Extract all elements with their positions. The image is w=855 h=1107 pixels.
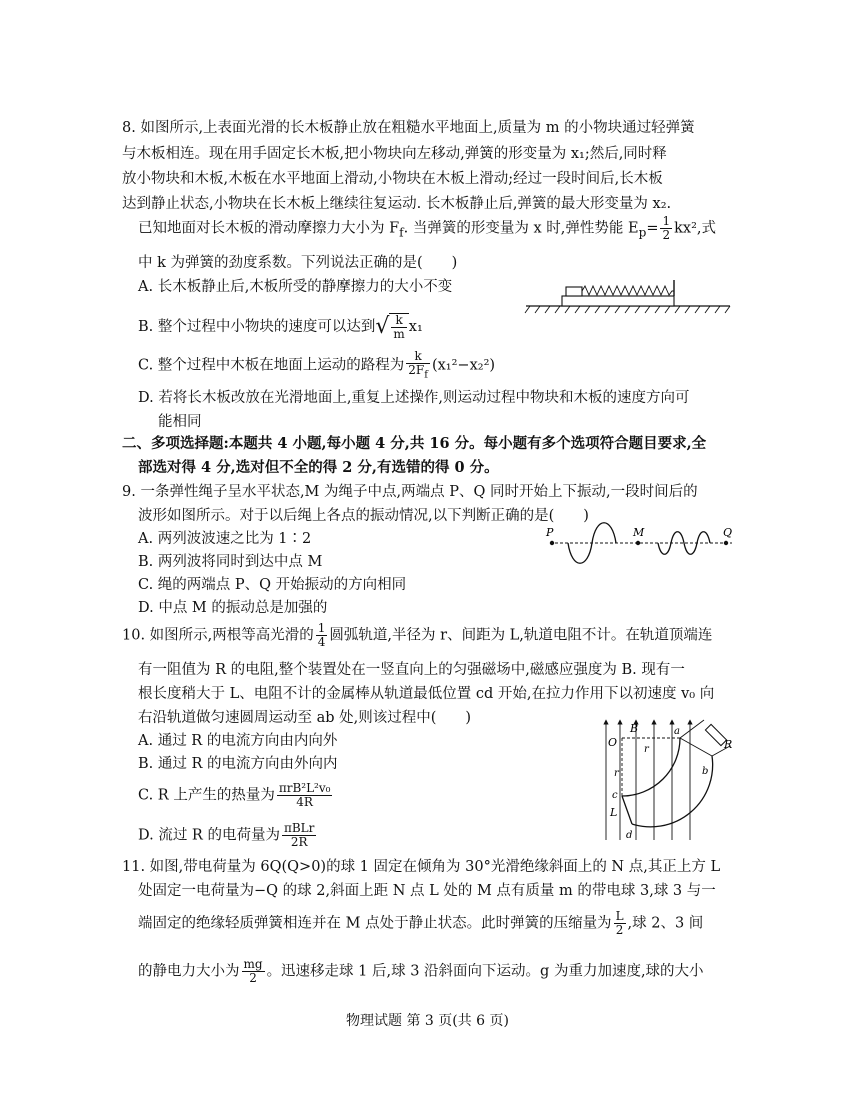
q10-quarter-num: 1 <box>317 621 326 635</box>
label-r-vertical: r <box>614 768 619 779</box>
q8-half-den: 2 <box>662 228 671 242</box>
label-l: L <box>610 806 618 819</box>
q11-mg-num: mg <box>243 957 263 971</box>
q8-line-5a: 已知地面对长木板的滑动摩擦力大小为 F <box>138 220 400 237</box>
q8-line-2: 与木板相连。现在用手固定长木板,把小物块向左移动,弹簧的形变量为 x₁;然后,同时释 <box>122 146 667 162</box>
q9-option-b: B. 两列波将同时到达中点 M <box>138 554 323 570</box>
long-board <box>562 296 674 306</box>
q9-wave-figure <box>540 522 740 580</box>
q8-half-num: 1 <box>662 214 671 228</box>
q8-option-a: A. 长木板静止后,木板所受的静摩擦力的大小不变 <box>138 279 453 295</box>
label-o: O <box>608 736 618 749</box>
q10-option-b: B. 通过 R 的电流方向由外向内 <box>138 756 338 772</box>
q10-line-1a: 10. 如图所示,两根等高光滑的 <box>122 627 314 644</box>
q10-c-den: 4R <box>296 795 313 809</box>
q10-c-fraction <box>277 782 333 809</box>
q11-line-3a: 端固定的绝缘轻质弹簧相连并在 M 点处于静止状态。此时弹簧的压缩量为 <box>138 915 612 932</box>
q10-line-1b: 圆弧轨道,半径为 r、间距为 L,轨道电阻不计。在轨道顶端连 <box>329 627 713 644</box>
q8-c-den: 2F <box>408 363 425 377</box>
label-field-b: B <box>630 722 639 735</box>
q8-half-fraction <box>660 215 672 242</box>
q10-quarter-den: 4 <box>317 635 326 649</box>
rod-cd <box>622 796 632 824</box>
q11-line-4 <box>138 958 704 985</box>
small-block <box>566 287 582 296</box>
q8-c-fraction <box>406 350 430 381</box>
q8-option-b-text: B. 整个过程中小物块的速度可以达到 <box>138 319 376 335</box>
label-d: d <box>626 830 633 841</box>
q11-line-4a: 的静电力大小为 <box>138 963 240 980</box>
q10-d-fraction <box>282 822 316 849</box>
q8-sqrt: √ $\frac{k}{m}$ <box>375 313 408 341</box>
q11-l-num: L <box>615 909 624 923</box>
q8-c-num: k <box>406 350 430 364</box>
q11-mg-den: 2 <box>249 971 257 985</box>
label-m: M <box>633 526 645 539</box>
q8-option-c-text: C. 整个过程中木板在地面上运动的路程为 <box>138 357 405 374</box>
q11-line-1: 11. 如图,带电荷量为 6Q(Q>0)的球 1 固定在倾角为 30°光滑绝缘斜面上的 N 点,其正上方 L <box>122 859 721 875</box>
q9-option-d: D. 中点 M 的振动总是加强的 <box>138 600 328 616</box>
q11-line-2: 处固定一电荷量为−Q 的球 2,斜面上距 N 点 L 处的 M 点有质量 m 的带电球 3,球 3 与一 <box>138 883 716 899</box>
q8-line-5-sub: f <box>399 225 404 240</box>
q10-option-a: A. 通过 R 的电流方向由内向外 <box>138 733 338 749</box>
ground-hatch <box>525 306 730 313</box>
q8-line-5c: = <box>646 220 659 237</box>
q10-quarter-fraction <box>316 622 328 649</box>
rail-top-inner <box>680 720 704 738</box>
q8-option-b-tail: x₁ <box>408 319 423 335</box>
q10-c-num: πrB²L²v₀ <box>278 781 331 795</box>
point-m <box>636 541 640 545</box>
q10-option-c <box>138 782 334 809</box>
q8-board-spring-figure <box>522 276 734 316</box>
q11-l-half-fraction <box>614 910 626 937</box>
field-lines <box>606 722 690 840</box>
section-2-heading-2: 部选对得 4 分,选对但不全的得 2 分,有选错的得 0 分。 <box>138 459 499 476</box>
section-2-heading-1: 二、多项选择题:本题共 4 小题,每小题 4 分,共 16 分。每小题有多个选项符合题目要求,全 <box>122 435 707 452</box>
q10-d-den: 2R <box>290 835 308 849</box>
q8-line-6: 中 k 为弹簧的劲度系数。下列说法正确的是( ) <box>138 255 458 271</box>
inner-arc-rail <box>622 738 680 796</box>
q9-line-1: 9. 一条弹性绳子呈水平状态,M 为绳子中点,两端点 P、Q 同时开始上下振动,一段时间后的 <box>122 484 698 500</box>
point-p <box>550 541 554 545</box>
q9-option-c: C. 绳的两端点 P、Q 开始振动的方向相同 <box>138 577 407 593</box>
q10-option-d <box>138 822 318 849</box>
q8-line-5d: kx²,式 <box>674 220 716 237</box>
label-c: c <box>612 790 618 801</box>
q9-option-a: A. 两列波波速之比为 1∶2 <box>138 531 312 547</box>
q10-line-4: 右沿轨道做匀速圆周运动至 ab 处,则该过程中( ) <box>138 710 472 726</box>
q8-b-den: m <box>393 327 405 341</box>
page-footer: 物理试题 第 3 页(共 6 页) <box>346 1013 509 1029</box>
q11-line-3b: ,球 2、3 间 <box>627 915 704 932</box>
q8-option-b <box>138 313 423 341</box>
q8-line-5b: . 当弹簧的形变量为 x 时,弹性势能 E <box>403 220 639 237</box>
rail-ab <box>680 738 712 756</box>
q9-line-2: 波形如图所示。对于以后绳上各点的振动情况,以下判断正确的是( ) <box>138 508 589 524</box>
q8-line-5 <box>138 215 716 243</box>
label-q: Q <box>723 526 733 539</box>
q11-l-den: 2 <box>615 923 624 937</box>
q8-line-3: 放小物块和木板,木板在水平地面上滑动,小物块在木板上滑动;经过一段时间后,长木板 <box>122 171 663 187</box>
q10-line-2: 有一阻值为 R 的电阻,整个装置处在一竖直向上的匀强磁场中,磁感应强度为 B. 现有一 <box>138 662 685 678</box>
label-p: P <box>546 526 554 539</box>
q8-option-d-2: 能相同 <box>158 414 202 430</box>
q8-line-5-sub2: p <box>638 225 647 240</box>
q8-option-c <box>138 350 495 381</box>
q10-line-1 <box>122 622 712 649</box>
q10-option-c-text: C. R 上产生的热量为 <box>138 787 275 804</box>
label-b: b <box>702 766 709 777</box>
point-q <box>724 541 728 545</box>
q11-line-4b: 。迅速移走球 1 后,球 3 沿斜面向下运动。g 为重力加速度,球的大小 <box>266 963 704 980</box>
q11-mg-fraction <box>242 958 265 985</box>
q8-option-c-tail: (x₁²−x₂²) <box>431 357 496 374</box>
q10-arc-rail-figure <box>592 716 742 844</box>
label-r-horizontal: r <box>644 744 649 755</box>
q8-c-den-sub: f <box>424 369 428 381</box>
label-a: a <box>674 726 680 737</box>
q10-option-d-text: D. 流过 R 的电荷量为 <box>138 827 280 844</box>
q8-b-num: k <box>391 314 406 328</box>
q11-line-3 <box>138 910 703 937</box>
q8-option-d-1: D. 若将长木板改放在光滑地面上,重复上述操作,则运动过程中物块和木板的速度方向可 <box>138 390 690 406</box>
q10-line-3: 根长度稍大于 L、电阻不计的金属棒从轨道最低位置 cd 开始,在拉力作用下以初速度 v₀ 向 <box>138 686 715 702</box>
q8-line-1: 8. 如图所示,上表面光滑的长木板静止放在粗糙水平地面上,质量为 m 的小物块通过轻弹簧 <box>122 120 695 136</box>
label-resistor-r: R <box>724 738 733 751</box>
q8-line-4: 达到静止状态,小物块在长木板上继续往复运动. 长木板静止后,弹簧的最大形变量为 x₂. <box>122 196 672 212</box>
spring <box>582 286 674 295</box>
q10-d-num: πBLr <box>283 821 315 835</box>
